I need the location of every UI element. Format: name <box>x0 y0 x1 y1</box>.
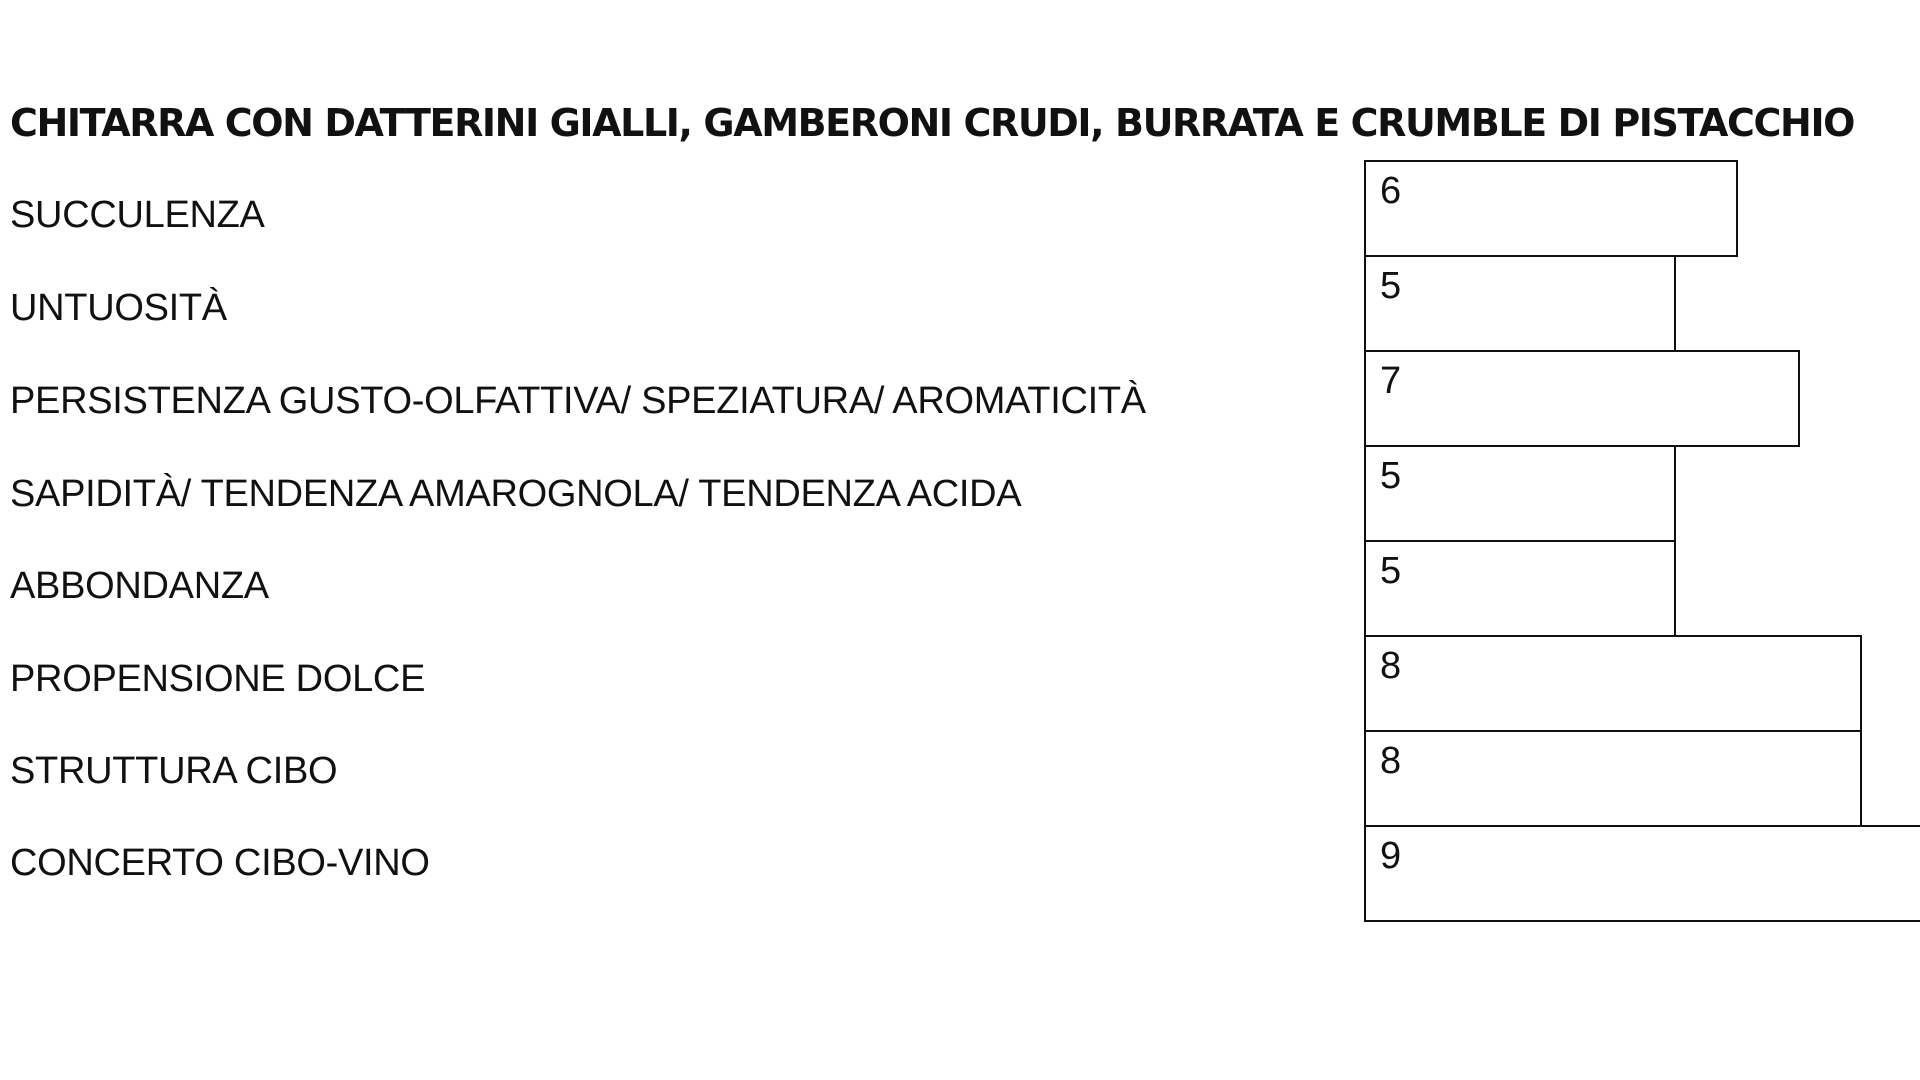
bar-5 <box>1365 541 1675 636</box>
chart-title: CHITARRA CON DATTERINI GIALLI, GAMBERONI CRUDI, BURRATA E CRUMBLE DI PISTACCHIO <box>10 101 1855 145</box>
bar-value-label-3: 7 <box>1380 360 1402 402</box>
category-label-struttura-cibo: STRUTTURA CIBO <box>10 750 338 792</box>
bar-1 <box>1365 161 1737 256</box>
category-label-concerto-cibo-vino: CONCERTO CIBO-VINO <box>10 842 430 884</box>
bar-4 <box>1365 446 1675 541</box>
bar-6 <box>1365 636 1861 731</box>
category-label-abbondanza: ABBONDANZA <box>10 565 269 607</box>
bar-7 <box>1365 731 1861 826</box>
bar-value-label-8: 9 <box>1380 835 1402 877</box>
bar-value-label-5: 5 <box>1380 550 1402 592</box>
bar-value-label-7: 8 <box>1380 740 1402 782</box>
bar-value-label-4: 5 <box>1380 455 1402 497</box>
category-label-succulenza: SUCCULENZA <box>10 194 265 236</box>
bar-value-label-2: 5 <box>1380 265 1402 307</box>
bar-2 <box>1365 256 1675 351</box>
category-label-sapidita: SAPIDITÀ/ TENDENZA AMAROGNOLA/ TENDENZA ACIDA <box>10 473 1022 515</box>
bar-3 <box>1365 351 1799 446</box>
bar-value-label-1: 6 <box>1380 170 1402 212</box>
category-label-propensione-dolce: PROPENSIONE DOLCE <box>10 658 426 700</box>
bar-value-label-6: 8 <box>1380 645 1402 687</box>
category-label-persistenza: PERSISTENZA GUSTO-OLFATTIVA/ SPEZIATURA/ AROMATICITÀ <box>10 380 1146 422</box>
bar-8 <box>1365 826 1920 921</box>
category-label-untuosita: UNTUOSITÀ <box>10 287 227 329</box>
